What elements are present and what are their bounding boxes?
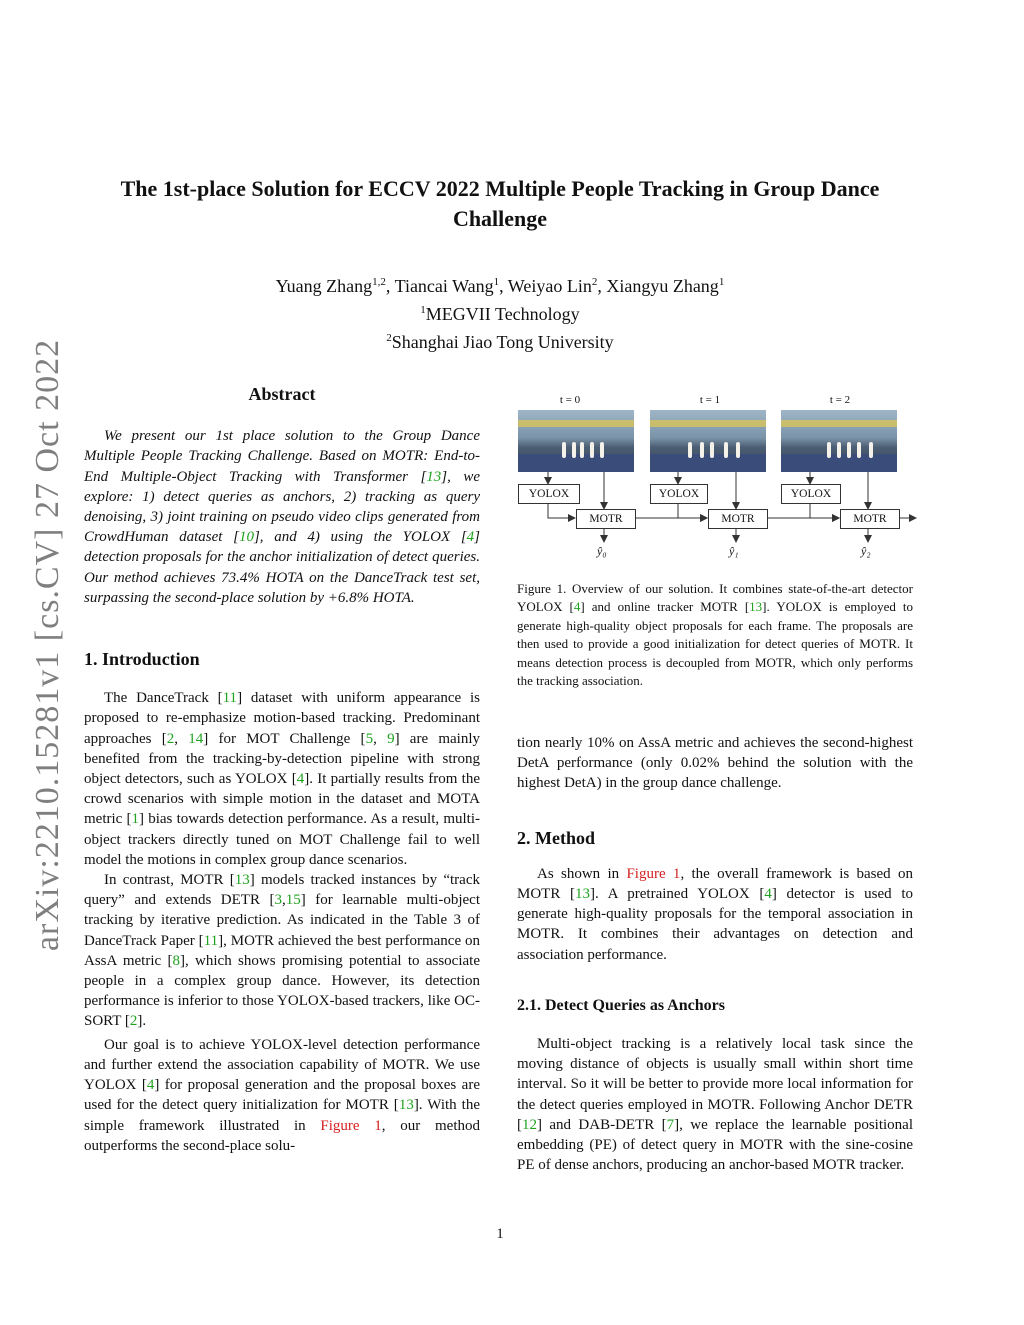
affiliation-1: $^1$MEGVII Technology	[420, 304, 580, 324]
yolox-box: YOLOX	[518, 484, 580, 504]
paper-title: The 1st-place Solution for ECCV 2022 Multiple People Tracking in Group Dance Challenge	[120, 176, 880, 231]
intro-paragraph-1: The DanceTrack [11] dataset with uniform appearance is proposed to re-emphasize motion-based tracking. Predominant approaches [2, 14] for MOT Challenge [5, 9] are mainly benefited from the tracking-by-detection pipeline with strong object detectors, such as YOLOX [4]. It partially results from the crowd scenarios with simple motion in the dataset and MOTA metric [1] bias towards detection performance. As a result, multi-object trackers directly tuned on MOT Challenge fail to well model the motions in complex group dance scenarios.	[84, 690, 481, 868]
method-paragraph: As shown in Figure 1, the overall framework is based on MOTR [13]. A pretrained YOLOX [4] detector is used to generate high-quality proposals for the temporal association in MOTR. It combines their advantages on detection and association performance.	[517, 865, 914, 963]
method-heading: 2. Method	[517, 827, 595, 848]
citation-link[interactable]: 10	[238, 529, 254, 546]
intro-paragraph-3: Our goal is to achieve YOLOX-level detection performance and further extend the association capability of MOTR. We use YOLOX [4] for proposal generation and the proposal boxes are used for the detect query initialization for MOTR [13]. With the simple framework illustrated in Figure 1, our method outperforms the second-place solu-	[84, 1036, 480, 1154]
citation-link[interactable]: 13	[749, 599, 763, 615]
citation-link[interactable]: 4	[146, 1077, 155, 1094]
citation-link[interactable]: 4	[466, 529, 475, 546]
author-list: Yuang Zhang$^{1,2}$, Tiancai Wang$^1$, Weiyao Lin$^2$, Xiangyu Zhang$^1$	[275, 276, 725, 296]
right-column	[517, 733, 913, 1175]
citation-link[interactable]: 12	[522, 1116, 537, 1133]
output-label: ŷ₁	[729, 544, 739, 558]
anchors-paragraph: Multi-object tracking is a relatively local task since the moving distance of objects is usually small within short time interval. So it will be better to provide more local information for the detect queries employed in MOTR. Following Anchor DETR [12] and DAB-DETR [7], we replace the learnable positional embedding (PE) of detect query in MOTR with the sine-cosine PE of dense anchors, producing an anchor-based MOTR tracker.	[517, 1036, 913, 1174]
citation-link[interactable]: 14	[188, 730, 204, 747]
figure-arrows	[512, 390, 922, 570]
output-label: ŷ₀	[597, 544, 607, 558]
figure-link[interactable]: Figure 1	[320, 1117, 382, 1134]
citation-link[interactable]: 4	[296, 771, 305, 788]
figure-link[interactable]: Figure 1	[626, 865, 681, 882]
citation-link[interactable]: 9	[387, 730, 395, 747]
abstract-heading: Abstract	[248, 384, 316, 404]
figure-1	[512, 390, 922, 570]
citation-link[interactable]: 2	[166, 730, 175, 747]
citation-link[interactable]: 8	[172, 952, 180, 969]
introduction-heading: 1. Introduction	[84, 649, 200, 670]
citation-link[interactable]: 5	[365, 730, 374, 747]
output-label: ŷ₂	[861, 544, 871, 558]
citation-link[interactable]: 13	[575, 886, 591, 903]
citation-link[interactable]: 13	[398, 1097, 414, 1114]
yolox-box: YOLOX	[650, 484, 708, 504]
citation-link[interactable]: 1	[131, 811, 140, 828]
author-block	[80, 270, 920, 354]
arxiv-watermark-text: arXiv:2210.15281v1 [cs.CV] 27 Oct 2022	[29, 338, 66, 952]
citation-link[interactable]: 13	[234, 872, 250, 889]
page-number: 1	[496, 1226, 504, 1242]
yolox-box: YOLOX	[781, 484, 841, 504]
citation-link[interactable]: 7	[666, 1116, 675, 1133]
left-column	[84, 384, 480, 1156]
citation-link[interactable]: 11	[222, 690, 238, 707]
figure-1-caption: Figure 1. Overview of our solution. It combines state-of-the-art detector YOLOX [4] and online tracker MOTR [13]. YOLOX is employed to generate high-quality object proposals for each frame. The proposals are then used to provide a good initialization for detect queries of MOTR. It means detection process is decoupled from MOTR, which only performs the tracking association.	[517, 581, 913, 689]
time-label: t = 0	[559, 394, 581, 406]
motr-box: MOTR	[840, 509, 900, 529]
intro-paragraph-2: In contrast, MOTR [13] models tracked instances by “track query” and extends DETR [3,15] for learnable multi-object tracking by iterative prediction. As indicated in the Table 3 of DanceTrack Paper [11], MOTR achieved the best performance on AssA metric [8], which shows promising potential to associate people in a complex group dance. However, its detection performance is inferior to those YOLOX-based trackers, like OC-SORT [2].	[84, 872, 480, 1030]
intro-continuation: tion nearly 10% on AssA metric and achieves the second-highest DetA performance (only 0.02% behind the solution with the highest DetA) in the group dance challenge.	[517, 735, 913, 792]
citation-link[interactable]: 4	[573, 599, 581, 615]
citation-link[interactable]: 15	[285, 892, 301, 909]
time-label: t = 1	[699, 394, 721, 406]
abstract-body: We present our 1st place solution to the Group Dance Multiple People Tracking Challenge. Based on MOTR: End-to-End Multiple-Object Tracking with Transformer [13], we explore: 1) detect queries as anchors, 2) tracking as query denoising, 3) joint training on pseudo video clips generated from CrowdHuman dataset [10], and 4) using the YOLOX [4] detection proposals for the anchor initialization of detect queries. Our method achieves 73.4% HOTA on the DanceTrack test set, surpassing the second-place solution by +6.8% HOTA.	[84, 428, 481, 606]
affiliation-2: $^2$Shanghai Jiao Tong University	[386, 332, 614, 352]
citation-link[interactable]: 3	[274, 892, 282, 909]
citation-link[interactable]: 4	[764, 886, 772, 903]
motr-box: MOTR	[708, 509, 768, 529]
motr-box: MOTR	[576, 509, 636, 529]
time-label: t = 2	[829, 394, 851, 406]
citation-link[interactable]: 13	[426, 468, 442, 485]
citation-link[interactable]: 11	[203, 932, 219, 949]
citation-link[interactable]: 2	[129, 1013, 138, 1030]
subsection-heading: 2.1. Detect Queries as Anchors	[517, 996, 725, 1014]
